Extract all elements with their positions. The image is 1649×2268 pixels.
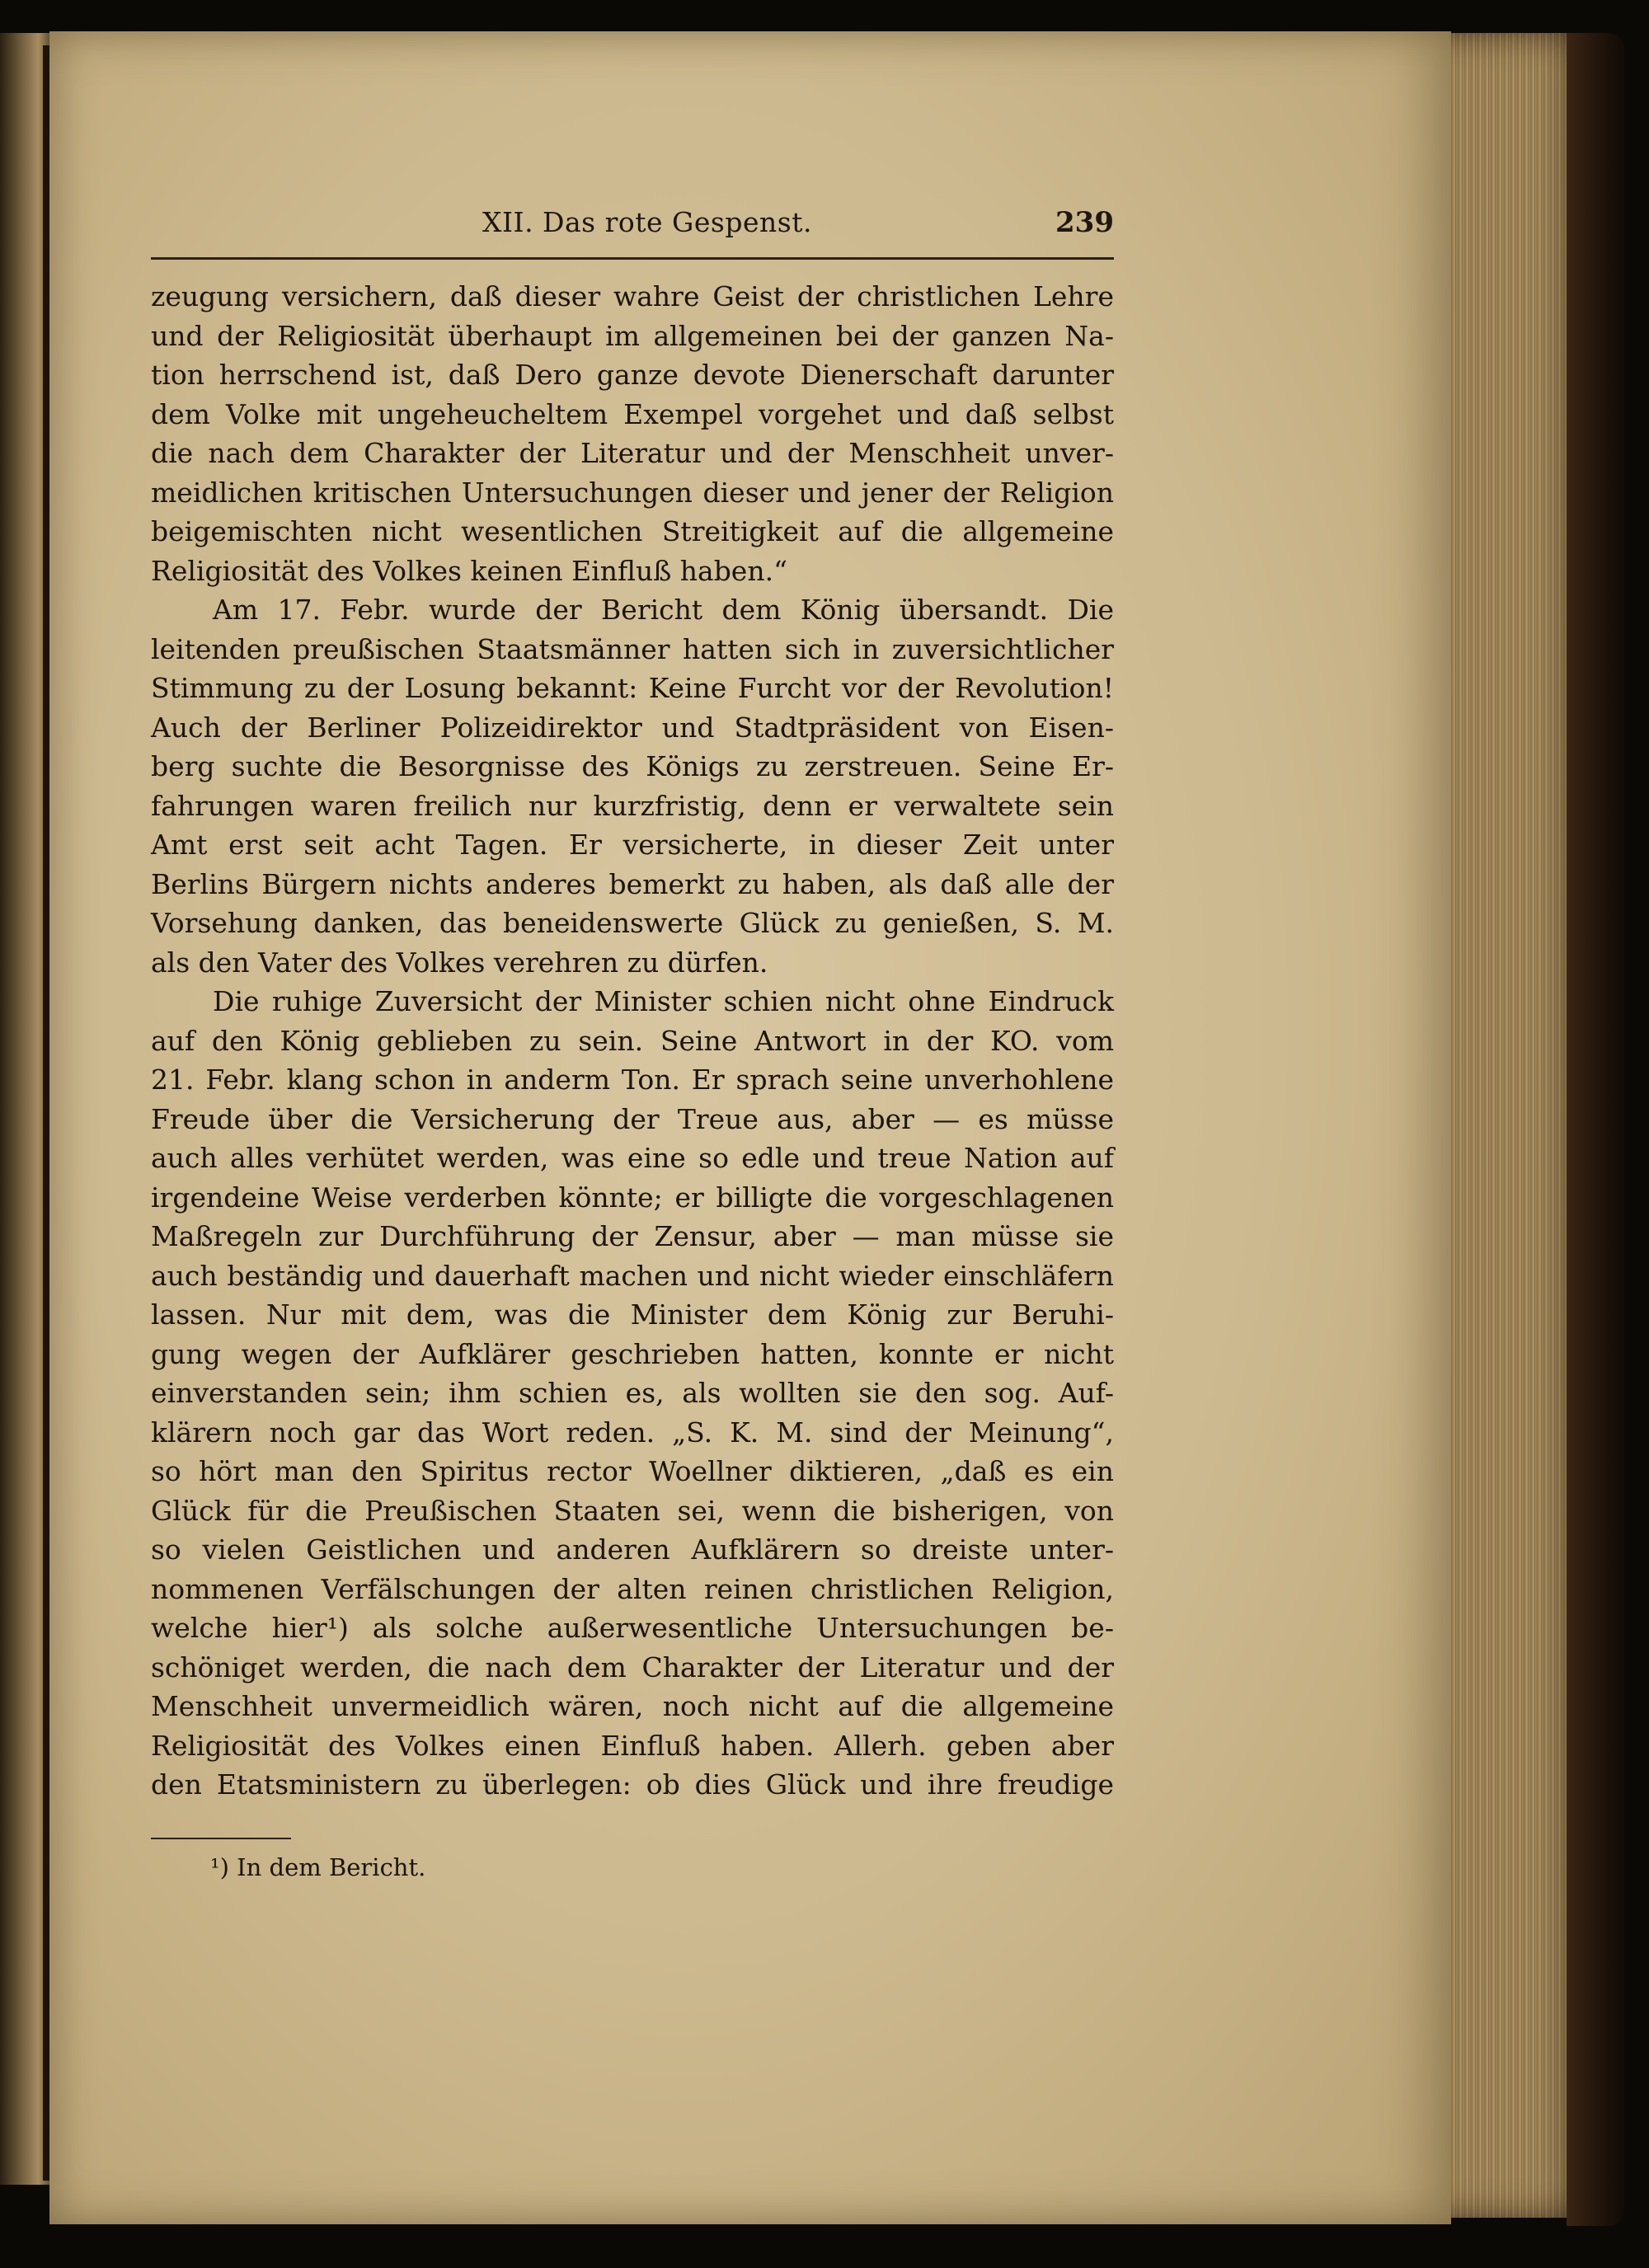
text-line: und der Religiosität überhaupt im allgemeinen bei der ganzen Na- [151,319,1114,352]
text-line: Berlins Bürgern nichts anderes bemerkt zu haben, als daß alle der [151,867,1114,900]
header-rule [151,257,1114,260]
text-line: Amt erst seit acht Tagen. Er versicherte, in dieser Zeit unter [151,829,1114,861]
text-line: Religiosität des Volkes einen Einfluß haben. Allerh. geben aber [151,1729,1114,1762]
text-line: Menschheit unvermeidlich wären, noch nicht auf die allgemeine [151,1690,1114,1722]
text-line: lassen. Nur mit dem, was die Minister dem König zur Beruhi- [151,1298,1114,1331]
text-line: meidlichen kritischen Untersuchungen dieser und jener der Religion [151,476,1114,509]
book-cover-edge [1567,33,1624,2226]
text-line: Vorsehung danken, das beneidenswerte Glück zu genießen, S. M. [151,907,1114,939]
text-line: so vielen Geistlichen und anderen Aufklärern so dreiste unter- [151,1533,1114,1566]
running-title: XII. Das rote Gespenst. [482,206,812,238]
text-line: auf den König geblieben zu sein. Seine Antwort in der KO. vom [151,1024,1114,1057]
text-line: irgendeine Weise verderben könnte; er billigte die vorgeschlagenen [151,1181,1114,1214]
text-line: fahrungen waren freilich nur kurzfristig, denn er verwaltete sein [151,789,1114,822]
footnote-rule [151,1838,291,1839]
text-line: die nach dem Charakter der Literatur und der Menschheit unver- [151,437,1114,469]
text-line: Am 17. Febr. wurde der Bericht dem König übersandt. Die [213,594,1114,626]
text-line: auch beständig und dauerhaft machen und nicht wieder einschläfern [151,1259,1114,1292]
footnote: ¹) In dem Bericht. [210,1853,426,1881]
text-line: leitenden preußischen Staatsmänner hatten sich in zuversichtlicher [151,632,1114,665]
text-line: Religiosität des Volkes keinen Einfluß haben.“ [151,554,787,587]
text-line: nommenen Verfälschungen der alten reinen christlichen Religion, [151,1572,1114,1605]
text-line: einverstanden sein; ihm schien es, als wollten sie den sog. Auf- [151,1377,1114,1409]
text-line: Die ruhige Zuversicht der Minister schien nicht ohne Eindruck [213,985,1114,1017]
text-line: tion herrschend ist, daß Dero ganze devote Dienerschaft darunter [151,359,1114,391]
text-line: klärern noch gar das Wort reden. „S. K. M. sind der Meinung“, [151,1416,1114,1449]
text-line: beigemischten nicht wesentlichen Streitigkeit auf die allgemeine [151,515,1114,547]
text-line: als den Vater des Volkes verehren zu dürfen. [151,946,768,979]
text-line: dem Volke mit ungeheucheltem Exempel vorgehet und daß selbst [151,397,1114,430]
text-line: berg suchte die Besorgnisse des Königs zu zerstreuen. Seine Er- [151,750,1114,782]
running-header [151,196,1114,246]
text-line: 21. Febr. klang schon in anderm Ton. Er sprach seine unverhohlene [151,1064,1114,1096]
book-spine-gutter [43,45,49,2181]
text-line: Auch der Berliner Polizeidirektor und Stadtpräsident von Eisen- [151,711,1114,744]
text-line: so hört man den Spiritus rector Woellner diktieren, „daß es ein [151,1455,1114,1487]
text-line: Glück für die Preußischen Staaten sei, wenn die bisherigen, von [151,1494,1114,1527]
text-line: Freude über die Versicherung der Treue aus, aber — es müsse [151,1102,1114,1135]
text-line: welche hier¹) als solche außerwesentliche Untersuchungen be- [151,1612,1114,1644]
text-line: gung wegen der Aufklärer geschrieben hatten, konnte er nicht [151,1337,1114,1370]
text-line: auch alles verhütet werden, was eine so edle und treue Nation auf [151,1142,1114,1174]
text-line: Maßregeln zur Durchführung der Zensur, aber — man müsse sie [151,1220,1114,1252]
text-line: schöniget werden, die nach dem Charakter der Literatur und der [151,1651,1114,1683]
text-line: zeugung versichern, daß dieser wahre Geist der christlichen Lehre [151,280,1114,312]
page-number: 239 [1055,206,1114,239]
body-text [151,277,1114,1805]
text-line: Stimmung zu der Losung bekannt: Keine Furcht vor der Revolution! [151,672,1114,704]
text-line: den Etatsministern zu überlegen: ob dies Glück und ihre freudige [151,1768,1114,1801]
